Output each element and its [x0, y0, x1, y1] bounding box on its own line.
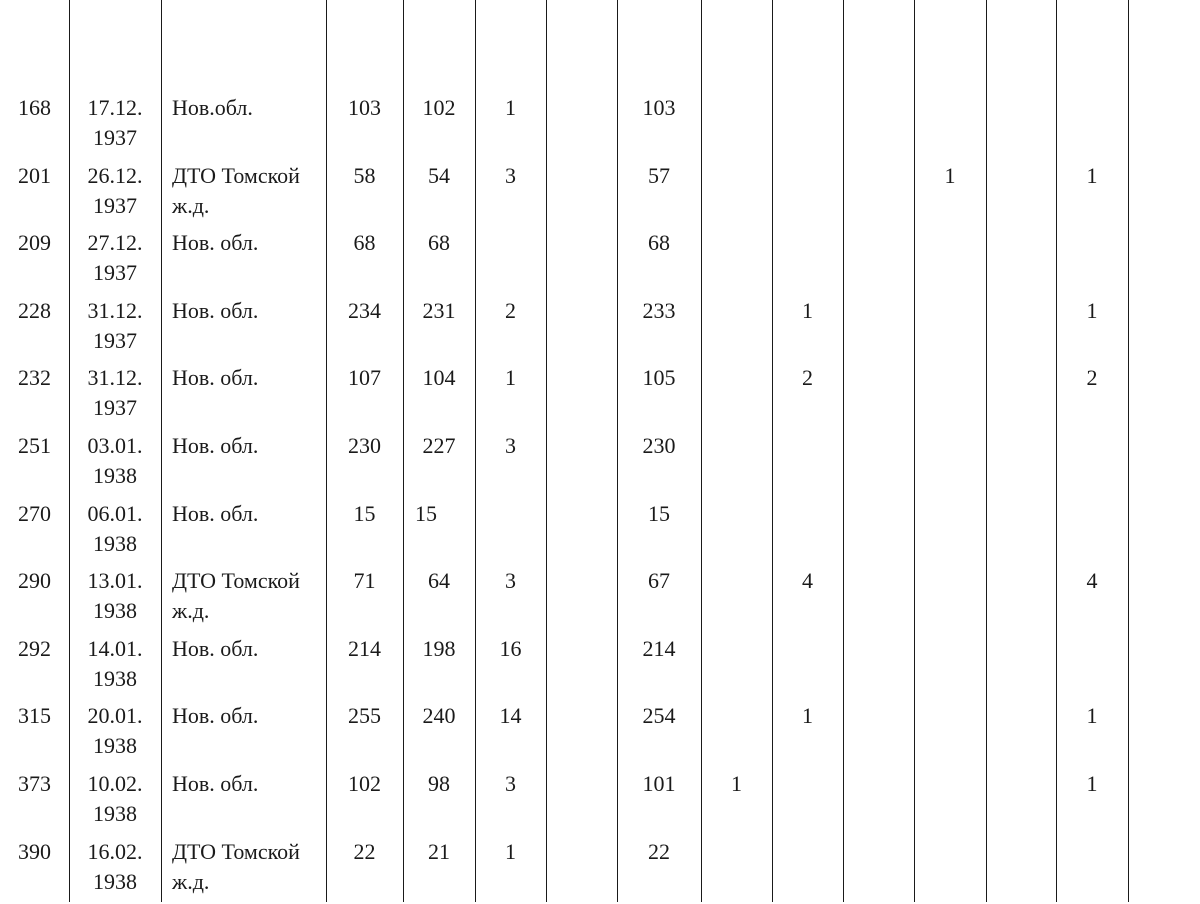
cell-organization: Нов. обл. [172, 433, 259, 458]
cell-col-12: 1 [944, 163, 956, 188]
cell-col-6: 3 [505, 568, 516, 593]
date-day-month: 06.01. [87, 501, 143, 526]
cell-col-6: 3 [505, 771, 516, 796]
date-day-month: 10.02. [87, 771, 143, 796]
cell-col-4: 15 [353, 501, 376, 526]
cell-number: 390 [18, 839, 51, 864]
cell-col-8: 68 [648, 230, 670, 255]
cell-organization: Нов. обл. [172, 703, 259, 728]
cell-col-4: 230 [348, 433, 381, 458]
cell-organization: ДТО Томской ж.д. [172, 163, 300, 218]
cell-col-10: 1 [802, 703, 813, 728]
date-year: 1937 [93, 395, 137, 420]
cell-organization: Нов. обл. [172, 771, 259, 796]
date-day-month: 14.01. [87, 636, 143, 661]
cell-col-8: 233 [642, 298, 676, 323]
cell-col-8: 22 [648, 839, 670, 864]
cell-col-5: 98 [428, 771, 450, 796]
cell-col-5: 227 [422, 433, 456, 458]
date-day-month: 31.12. [87, 365, 143, 390]
date-year: 1938 [93, 869, 137, 894]
date-day-month: 20.01. [87, 703, 143, 728]
cell-col-14: 1 [1086, 298, 1098, 323]
date-day-month: 03.01. [87, 433, 143, 458]
cell-col-5: 21 [428, 839, 450, 864]
cell-number: 290 [18, 568, 51, 593]
cell-date [69, 634, 161, 694]
cell-col-4: 214 [348, 636, 381, 661]
cell-date [69, 499, 161, 559]
cell-col-6: 1 [505, 839, 516, 864]
cell-col-5: 64 [428, 568, 450, 593]
cell-col-10: 1 [802, 298, 813, 323]
cell-col-10: 4 [802, 568, 813, 593]
cell-col-4: 22 [353, 839, 376, 864]
date-year: 1937 [93, 328, 137, 353]
cell-col-8: 103 [642, 95, 676, 120]
date-day-month: 13.01. [87, 568, 143, 593]
cell-col-6: 1 [505, 365, 516, 390]
cell-date [69, 769, 161, 829]
cell-col-4: 58 [353, 163, 376, 188]
table-row [0, 769, 1200, 836]
table-row [0, 701, 1200, 768]
table-row [0, 634, 1200, 701]
cell-col-8: 105 [642, 365, 676, 390]
cell-date [69, 701, 161, 761]
date-day-month: 26.12. [87, 163, 143, 188]
cell-date [69, 93, 161, 153]
date-year: 1938 [93, 801, 137, 826]
cell-number: 373 [18, 771, 51, 796]
cell-col-6: 3 [505, 163, 516, 188]
cell-col-5: 102 [422, 95, 456, 120]
cell-col-5: 240 [422, 703, 456, 728]
table-row [0, 93, 1200, 160]
cell-col-8: 101 [642, 771, 676, 796]
cell-number: 315 [18, 703, 51, 728]
cell-col-8: 254 [642, 703, 676, 728]
cell-col-5: 104 [422, 365, 456, 390]
cell-col-4: 103 [348, 95, 381, 120]
cell-date [69, 161, 161, 221]
cell-col-6: 14 [499, 703, 522, 728]
cell-col-5: 231 [422, 298, 456, 323]
cell-col-10: 2 [802, 365, 813, 390]
cell-col-4: 102 [348, 771, 381, 796]
cell-date [69, 363, 161, 423]
cell-number: 232 [18, 365, 51, 390]
cell-col-8: 214 [642, 636, 676, 661]
date-year: 1938 [93, 531, 137, 556]
cell-col-5: 198 [422, 636, 456, 661]
table-row [0, 431, 1200, 498]
cell-number: 201 [18, 163, 51, 188]
cell-date [69, 228, 161, 288]
date-day-month: 16.02. [87, 839, 143, 864]
cell-col-4: 255 [348, 703, 381, 728]
cell-number: 292 [18, 636, 51, 661]
cell-col-14: 2 [1086, 365, 1098, 390]
table-row [0, 296, 1200, 363]
cell-col-6: 3 [505, 433, 516, 458]
cell-col-8: 57 [648, 163, 670, 188]
cell-organization: Нов. обл. [172, 230, 259, 255]
cell-col-6: 1 [505, 95, 516, 120]
cell-col-8: 67 [648, 568, 670, 593]
cell-date [69, 431, 161, 491]
cell-organization: ДТО Томской ж.д. [172, 568, 300, 623]
cell-col-14: 1 [1086, 771, 1098, 796]
table-row [0, 228, 1200, 295]
cell-col-4: 234 [348, 298, 381, 323]
cell-col-5: 68 [428, 230, 450, 255]
cell-col-14: 1 [1086, 703, 1098, 728]
cell-date [69, 566, 161, 626]
cell-col-14: 1 [1086, 163, 1098, 188]
date-day-month: 27.12. [87, 230, 143, 255]
cell-number: 270 [18, 501, 51, 526]
cell-organization: Нов. обл. [172, 365, 259, 390]
cell-date [69, 837, 161, 897]
cell-col-4: 107 [348, 365, 381, 390]
date-year: 1938 [93, 463, 137, 488]
date-year: 1938 [93, 666, 137, 691]
date-year: 1937 [93, 260, 137, 285]
date-year: 1938 [93, 598, 137, 623]
cell-col-14: 4 [1086, 568, 1098, 593]
cell-organization: ДТО Томской ж.д. [172, 839, 300, 894]
cell-col-5: 54 [428, 163, 450, 188]
cell-col-4: 71 [353, 568, 376, 593]
cell-organization: Нов. обл. [172, 501, 259, 526]
cell-number: 209 [18, 230, 51, 255]
cell-number: 168 [18, 95, 51, 120]
table-row [0, 499, 1200, 566]
cell-col-6: 2 [505, 298, 516, 323]
date-year: 1937 [93, 125, 137, 150]
table-row [0, 161, 1200, 228]
table-row [0, 363, 1200, 430]
table-row [0, 837, 1200, 904]
cell-number: 251 [18, 433, 51, 458]
date-year: 1938 [93, 733, 137, 758]
date-day-month: 31.12. [87, 298, 143, 323]
cell-col-4: 68 [353, 230, 376, 255]
cell-date [69, 296, 161, 356]
cell-col-6: 16 [499, 636, 522, 661]
cell-col-5: 15 [415, 501, 437, 526]
date-year: 1937 [93, 193, 137, 218]
cell-col-8: 15 [648, 501, 670, 526]
date-day-month: 17.12. [87, 95, 143, 120]
cell-organization: Нов.обл. [172, 95, 253, 120]
cell-organization: Нов. обл. [172, 298, 259, 323]
table-row [0, 566, 1200, 633]
cell-number: 228 [18, 298, 51, 323]
cell-col-9: 1 [731, 771, 742, 796]
cell-organization: Нов. обл. [172, 636, 259, 661]
cell-col-8: 230 [642, 433, 676, 458]
